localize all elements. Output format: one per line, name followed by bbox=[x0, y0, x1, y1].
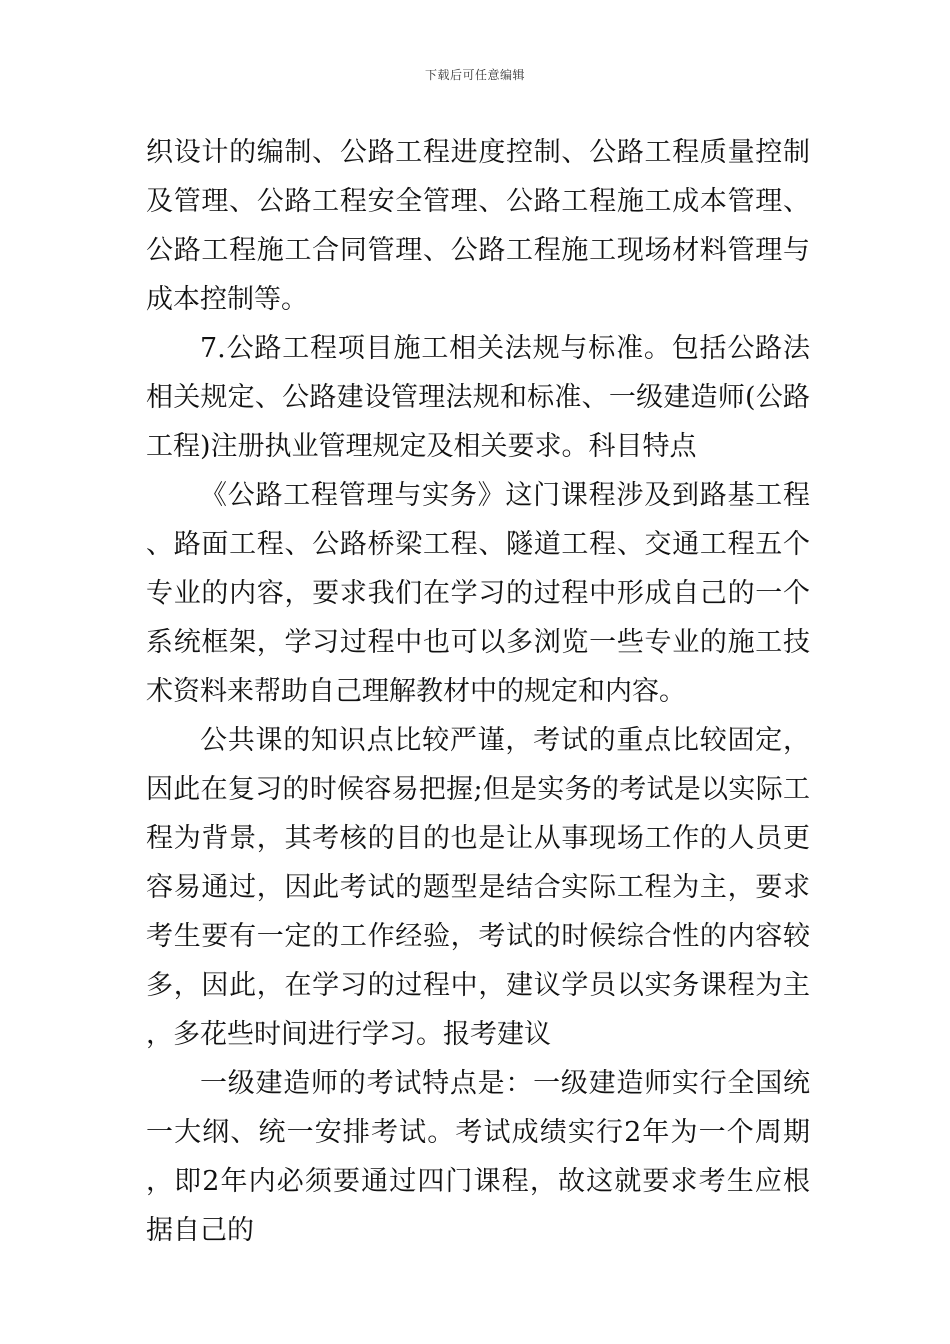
document-body bbox=[146, 128, 810, 1255]
paragraph-2: 7.公路工程项目施工相关法规与标准。包括公路法相关规定、公路建设管理法规和标准、一级建造师(公路工程)注册执业管理规定及相关要求。科目特点 bbox=[146, 333, 810, 462]
paragraph-1: 织设计的编制、公路工程进度控制、公路工程质量控制及管理、公路工程安全管理、公路工程施工成本管理、公路工程施工合同管理、公路工程施工现场材料管理与成本控制等。 bbox=[146, 137, 810, 315]
page-header: 下载后可任意编辑 bbox=[424, 68, 525, 82]
paragraph-4: 公共课的知识点比较严谨，考试的重点比较固定，因此在复习的时候容易把握;但是实务的考试是以实际工程为背景，其考核的目的也是让从事现场工作的人员更容易通过，因此考试的题型是结合实际工程为主，要求考生要有一定的工作经验，考试的时候综合性的内容较多，因此，在学习的过程中，建议学员以实务课程为主，多花些时间进行学习。报考建议 bbox=[146, 725, 810, 1050]
paragraph-5: 一级建造师的考试特点是：一级建造师实行全国统一大纲、统一安排考试。考试成绩实行2年为一个周期，即2年内必须要通过四门课程，故这就要求考生应根据自己的 bbox=[146, 1068, 810, 1246]
paragraph-3: 《公路工程管理与实务》这门课程涉及到路基工程、路面工程、公路桥梁工程、隧道工程、交通工程五个专业的内容，要求我们在学习的过程中形成自己的一个系统框架，学习过程中也可以多浏览一些专业的施工技术资料来帮助自己理解教材中的规定和内容。 bbox=[146, 480, 810, 707]
